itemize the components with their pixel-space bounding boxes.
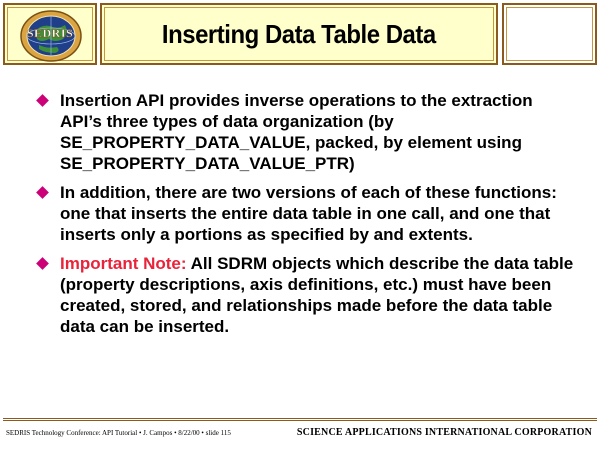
bullet-list xyxy=(36,90,576,345)
logo-text: SEDRIS xyxy=(26,26,74,40)
logo-panel xyxy=(3,3,97,65)
important-note-label: Important Note: xyxy=(60,254,187,273)
bullet-text: All SDRM objects which describe the data table (property descriptions, axis definitions, etc.) must have been created, stored, and relationships made before the data table data can be inserted. xyxy=(60,254,574,336)
bullet-text: Insertion API provides inverse operations to the extraction API’s three types of data organization (by SE_PROPERTY_DATA_VALUE, packed, by element using SE_PROPERTY_DATA_VALUE_PTR) xyxy=(60,91,533,173)
footer-divider xyxy=(3,418,597,421)
bullet-item-insertion-api xyxy=(36,90,576,174)
blank-corner-panel xyxy=(502,3,597,65)
slide-title: Inserting Data Table Data xyxy=(162,18,436,49)
footer-conference-info: SEDRIS Technology Conference: API Tutorial • J. Campos • 8/22/00 • slide 115 xyxy=(6,429,231,437)
bullet-item-two-versions xyxy=(36,182,576,245)
diamond-bullet-icon xyxy=(36,257,49,270)
diamond-bullet-icon xyxy=(36,94,49,107)
footer-company-name: SCIENCE APPLICATIONS INTERNATIONAL CORPORATION xyxy=(296,427,592,438)
bullet-text: In addition, there are two versions of each of these functions: one that inserts the entire data table in one call, and one that inserts only a portions as specified by and extents. xyxy=(60,183,557,244)
title-panel xyxy=(100,3,498,65)
diamond-bullet-icon xyxy=(36,186,49,199)
bullet-item-important-note xyxy=(36,253,576,337)
